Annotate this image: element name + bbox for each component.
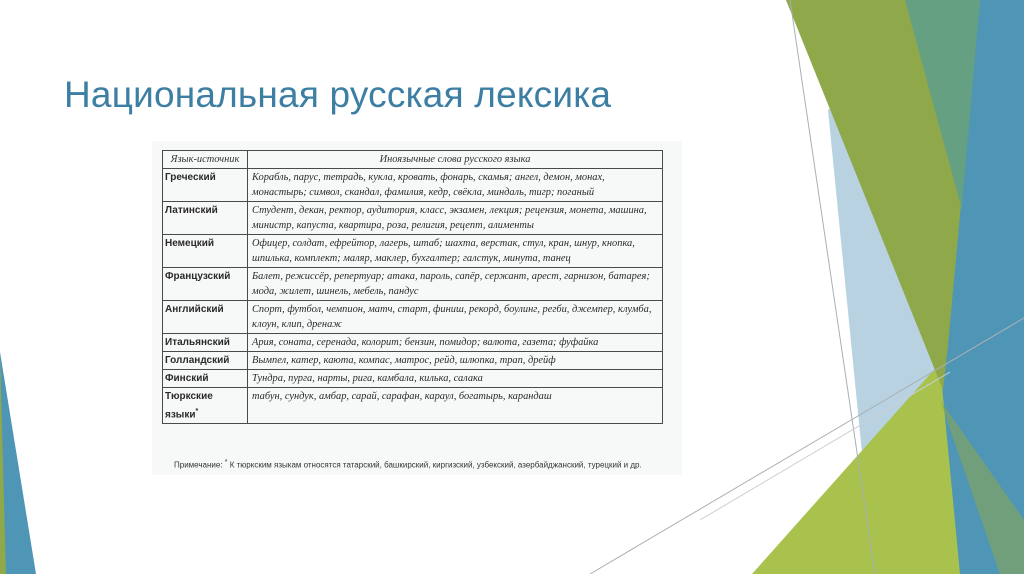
- table-row: [163, 370, 663, 388]
- source-language: Английский: [163, 301, 248, 334]
- note-marker: *: [224, 459, 228, 466]
- source-language: Финский: [163, 370, 248, 388]
- slide-title: Национальная русская лексика: [64, 74, 612, 115]
- table-row: [163, 202, 663, 235]
- header-source-language: Язык-источник: [163, 151, 248, 169]
- table-row: [163, 235, 663, 268]
- lexicon-table-image: [152, 141, 682, 475]
- table-header-row: [163, 151, 663, 169]
- foreign-words: Балет, режиссёр, репертуар; атака, пароль, сапёр, сержант, арест, гарнизон, батарея; мода, жилет, шинель, мебель, пандус: [248, 268, 663, 301]
- table-row: [163, 334, 663, 352]
- foreign-words: табун, сундук, амбар, сарай, сарафан, караул, богатырь, карандаш: [248, 388, 663, 424]
- note-text: К тюркским языкам относятся татарский, башкирский, киргизский, узбекский, азербайджанский, турецкий и др.: [229, 460, 642, 470]
- left-teal-triangle: [0, 352, 36, 574]
- source-language-cell: [163, 388, 248, 424]
- source-language: Латинский: [163, 202, 248, 235]
- foreign-words: Студент, декан, ректор, аудитория, класс, экзамен, лекция; рецензия, монета, машина, министр, капуста, квартира, роза, религия, рецепт, алименты: [248, 202, 663, 235]
- foreign-words: Вымпел, катер, каюта, компас, матрос, рейд, шлюпка, трап, дрейф: [248, 352, 663, 370]
- table-row: [163, 169, 663, 202]
- foreign-words: Ария, соната, серенада, колорит; бензин, помидор; валюта, газета; фуфайка: [248, 334, 663, 352]
- table-note: [174, 459, 642, 470]
- table-row: [163, 352, 663, 370]
- source-language: Голландский: [163, 352, 248, 370]
- source-language: Греческий: [163, 169, 248, 202]
- footnote-marker: *: [195, 408, 199, 415]
- source-language: Немецкий: [163, 235, 248, 268]
- source-language: Тюркские языки: [165, 391, 213, 421]
- lexicon-table: [162, 150, 663, 424]
- foreign-words: Офицер, солдат, ефрейтор, лагерь, штаб; шахта, верстак, стул, кран, шнур, кнопка, шпилька, комплект; маляр, маклер, бухгалтер; галстук, минута, танец: [248, 235, 663, 268]
- source-language: Итальянский: [163, 334, 248, 352]
- note-label: Примечание:: [174, 460, 223, 470]
- foreign-words: Тундра, пурга, нарты, рига, камбала, килька, салака: [248, 370, 663, 388]
- table-row: [163, 301, 663, 334]
- foreign-words: Корабль, парус, тетрадь, кукла, кровать, фонарь, скамья; ангел, демон, монах, монастырь; символ, скандал, фамилия, кедр, свёкла, миндаль, тигр; поганый: [248, 169, 663, 202]
- table-row: [163, 388, 663, 424]
- table-row: [163, 268, 663, 301]
- foreign-words: Спорт, футбол, чемпион, матч, старт, финиш, рекорд, боулинг, регби, джемпер, клумба, клоун, клип, дренаж: [248, 301, 663, 334]
- source-language: Французский: [163, 268, 248, 301]
- header-foreign-words: Иноязычные слова русского языка: [248, 151, 663, 169]
